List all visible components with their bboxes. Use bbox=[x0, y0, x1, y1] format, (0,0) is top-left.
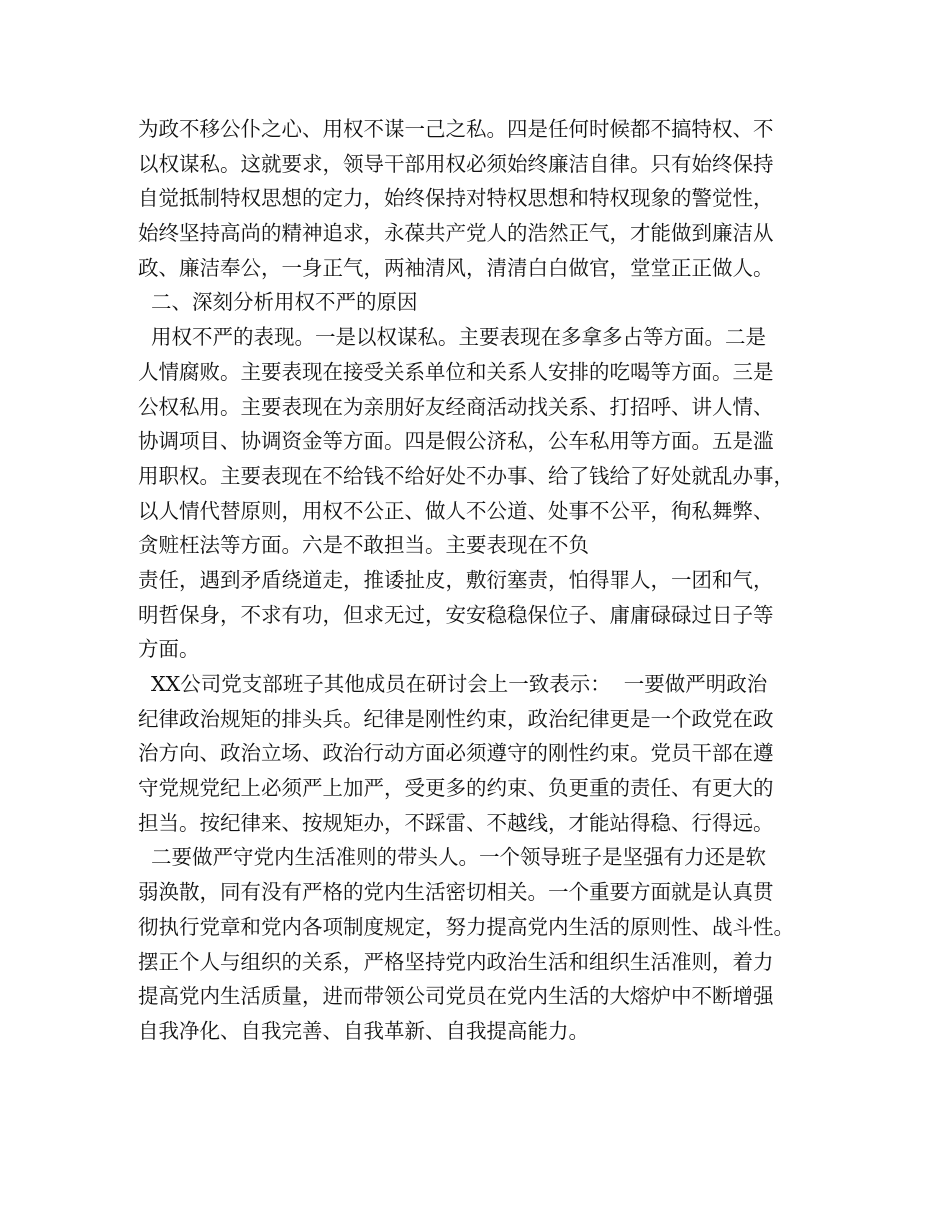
document-line: 责任，遇到矛盾绕道走，推诿扯皮，敷衍塞责，怕得罪人，一团和气， bbox=[138, 567, 774, 592]
document-line: 自觉抵制特权思想的定力，始终保持对特权思想和特权现象的警觉性， bbox=[138, 186, 774, 211]
document-line: 彻执行党章和党内各项制度规定，努力提高党内生活的原则性、战斗性。 bbox=[138, 914, 794, 939]
document-line: 二、深刻分析用权不严的原因 bbox=[138, 290, 418, 315]
document-line: 弱涣散，同有没有严格的党内生活密切相关。一个重要方面就是认真贯 bbox=[138, 880, 774, 905]
document-line: 协调项目、协调资金等方面。四是假公济私，公车私用等方面。五是滥 bbox=[138, 429, 774, 454]
document-line: 自我净化、自我完善、自我革新、自我提高能力。 bbox=[138, 1018, 589, 1043]
document-line: 提高党内生活质量，进而带领公司党员在党内生活的大熔炉中不断增强 bbox=[138, 984, 774, 1009]
document-line: 方面。 bbox=[138, 637, 200, 662]
document-line: 明哲保身，不求有功，但求无过，安安稳稳保位子、庸庸碌碌过日子等 bbox=[138, 602, 774, 627]
document-line: 纪律政治规矩的排头兵。纪律是刚性约束，政治纪律更是一个政党在政 bbox=[138, 706, 774, 731]
document-line: 摆正个人与组织的关系，严格坚持党内政治生活和组织生活准则，着力 bbox=[138, 949, 774, 974]
document-line: 以人情代替原则，用权不公正、做人不公道、处事不公平，徇私舞弊、 bbox=[138, 498, 774, 523]
document-line: 人情腐败。主要表现在接受关系单位和关系人安排的吃喝等方面。三是 bbox=[138, 359, 774, 384]
document-line: 用权不严的表现。一是以权谋私。主要表现在多拿多占等方面。二是 bbox=[138, 325, 767, 350]
document-line: 以权谋私。这就要求，领导干部用权必须始终廉洁自律。只有始终保持 bbox=[138, 151, 774, 176]
document-line: 用职权。主要表现在不给钱不给好处不办事、给了钱给了好处就乱办事， bbox=[138, 463, 794, 488]
document-body bbox=[138, 112, 828, 1049]
document-line: 贪赃枉法等方面。六是不敢担当。主要表现在不负 bbox=[138, 533, 589, 558]
document-line: XX公司党支部班子其他成员在研讨会上一致表示： 一要做严明政治 bbox=[138, 672, 768, 696]
document-line: 公权私用。主要表现在为亲朋好友经商活动找关系、打招呼、讲人情、 bbox=[138, 394, 774, 419]
document-line: 始终坚持高尚的精神追求，永葆共产党人的浩然正气，才能做到廉洁从 bbox=[138, 221, 774, 246]
document-line: 二要做严守党内生活准则的带头人。一个领导班子是坚强有力还是软 bbox=[138, 845, 767, 870]
document-line: 治方向、政治立场、政治行动方面必须遵守的刚性约束。党员干部在遵 bbox=[138, 741, 774, 766]
document-line: 为政不移公仆之心、用权不谋一己之私。四是任何时候都不搞特权、不 bbox=[138, 117, 774, 141]
document-line: 政、廉洁奉公，一身正气，两袖清风，清清白白做官，堂堂正正做人。 bbox=[138, 255, 774, 280]
document-line: 担当。按纪律来、按规矩办，不踩雷、不越线，才能站得稳、行得远。 bbox=[138, 810, 774, 835]
document-line: 守党规党纪上必须严上加严，受更多的约束、负更重的责任、有更大的 bbox=[138, 776, 774, 801]
